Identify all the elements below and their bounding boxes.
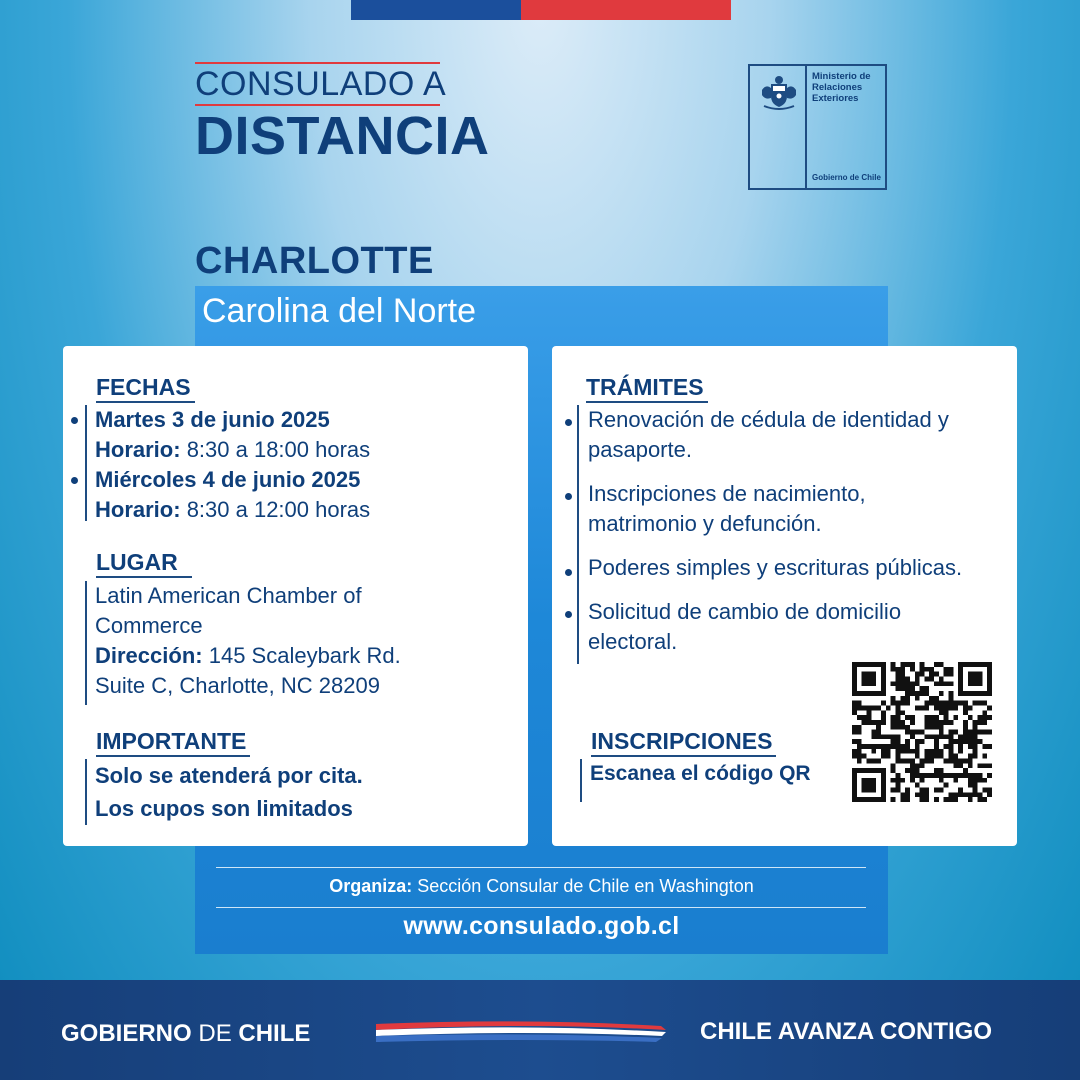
fecha-date-2: Miércoles 4 de junio 2025 (95, 467, 361, 492)
brand-title (195, 62, 490, 166)
fecha-date-1: Martes 3 de junio 2025 (95, 407, 330, 432)
footer-slogan: CHILE AVANZA CONTIGO (700, 1018, 992, 1045)
city-title: CHARLOTTE (195, 240, 434, 282)
bullet (565, 419, 572, 426)
tramite-3-line-1: Poderes simples y escrituras públicas. (588, 555, 963, 580)
brand-big-title: DISTANCIA (195, 106, 490, 166)
importante-details (85, 759, 363, 825)
footer-government (61, 1020, 310, 1048)
info-card-left (63, 346, 528, 846)
fecha-hours-label-1: Horario: (95, 437, 181, 462)
ministry-government: Gobierno de Chile (812, 173, 881, 182)
tramite-2-line-2: matrimonio y defunción. (588, 511, 822, 536)
organiza-line (195, 876, 888, 897)
lugar-details (85, 581, 401, 705)
bullet (71, 417, 78, 424)
inscripciones-details (580, 759, 811, 802)
fechas-title: FECHAS (96, 373, 195, 403)
website-link[interactable]: www.consulado.gob.cl (403, 912, 680, 940)
bullet (565, 493, 572, 500)
lugar-title: LUGAR (96, 548, 192, 578)
fechas-list (85, 405, 370, 521)
organiza-label: Organiza: (329, 876, 413, 896)
flag-bar-red (521, 0, 731, 20)
flag-bar-blue (351, 0, 521, 20)
footer-bar (0, 980, 1080, 1080)
lugar-address-2: Suite C, Charlotte, NC 28209 (95, 673, 380, 698)
footer-gob-de: DE (198, 1020, 232, 1047)
tramite-2-line-1: Inscripciones de nacimiento, (588, 481, 866, 506)
fecha-hours-label-2: Horario: (95, 497, 181, 522)
tramite-4-line-1: Solicitud de cambio de domicilio (588, 599, 902, 624)
bullet (565, 569, 572, 576)
lugar-address-1: 145 Scaleybark Rd. (208, 643, 401, 668)
bullet (71, 477, 78, 484)
inscripciones-text: Escanea el código QR (590, 762, 811, 785)
footer-gob-2: CHILE (238, 1020, 311, 1047)
importante-line-1: Solo se atenderá por cita. (95, 763, 363, 788)
importante-title: IMPORTANTE (96, 727, 250, 757)
fecha-hours-2: 8:30 a 12:00 horas (186, 497, 371, 522)
divider-top (216, 867, 866, 868)
flag-swoosh-icon (376, 1016, 666, 1042)
lugar-address-label: Dirección: (95, 643, 203, 668)
coat-of-arms-icon (758, 72, 800, 112)
tramites-title: TRÁMITES (586, 373, 708, 403)
bullet (565, 611, 572, 618)
lugar-line-2: Commerce (95, 613, 203, 638)
brand-small-title: CONSULADO A (195, 62, 440, 106)
tramite-4-line-2: electoral. (588, 629, 678, 654)
qr-code[interactable] (852, 662, 992, 802)
fecha-hours-1: 8:30 a 18:00 horas (186, 437, 371, 462)
tramites-list (577, 405, 962, 664)
region-title: Carolina del Norte (202, 292, 477, 330)
inscripciones-title: INSCRIPCIONES (591, 727, 776, 757)
importante-line-2: Los cupos son limitados (95, 796, 353, 821)
ministry-divider (805, 66, 807, 188)
ministry-name: Ministerio de Relaciones Exteriores (812, 71, 871, 104)
tramite-1-line-2: pasaporte. (588, 437, 692, 462)
lugar-line-1: Latin American Chamber of (95, 583, 362, 608)
tramite-1-line-1: Renovación de cédula de identidad y (588, 407, 949, 432)
organiza-text: Sección Consular de Chile en Washington (417, 876, 754, 896)
divider-bottom (216, 907, 866, 908)
footer-gob-1: GOBIERNO (61, 1020, 192, 1047)
ministry-logo (748, 64, 887, 190)
